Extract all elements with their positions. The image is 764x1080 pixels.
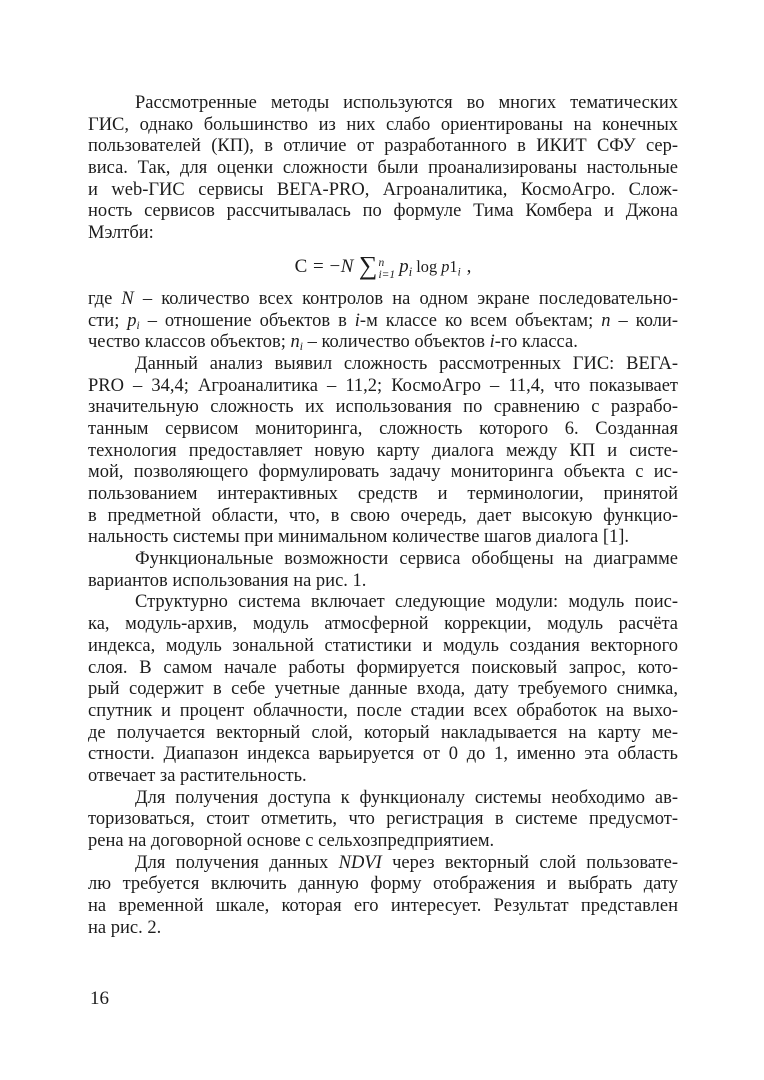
formula-log-term: $\log p1_i$ [416, 256, 461, 279]
text-line: ка, модуль-архив, модуль атмосферной коррекции, модуль расчёта [88, 614, 678, 635]
text-body [88, 93, 678, 939]
text-line: ГИС, однако большинство из них слабо ориентированы на конечных [88, 114, 678, 135]
text-line: ность сервисов рассчитывалась по формуле Тима Комбера и Джона [88, 201, 678, 222]
formula [88, 245, 678, 289]
text-line: чество классов объектов; $n_i$ – количество объектов i-го класса. [88, 332, 578, 354]
text-line: слоя. В самом начале работы формируется поисковый запрос, кото- [88, 657, 678, 678]
sum-upper-limit: n [378, 256, 385, 269]
text-line: индекса, модуль зональной статистики и модуль создания векторного [88, 635, 678, 656]
text-line: пользованием интерактивных средств и терминологии, принятой [88, 484, 678, 504]
text-line: танным сервисом мониторинга, сложность которого 6. Созданная [88, 418, 678, 439]
text-line: технология предоставляет новую карту диалога между КП и систе- [88, 440, 678, 461]
formula-term-pi: $p_i$ [399, 255, 413, 279]
sum-lower-limit: i=1 [378, 268, 396, 281]
sum-symbol: ∑ [358, 250, 378, 280]
text-line: Функциональные возможности сервиса обобщены на диаграмме [135, 549, 678, 570]
formula-trailing-comma: , [466, 255, 472, 277]
paragraphs-before-formula [88, 93, 678, 245]
paragraph-where-clause [88, 289, 678, 354]
text-line: на рис. 2. [88, 917, 162, 938]
page-number: 16 [90, 988, 109, 1009]
text-line: лю требуется включить данную форму отображения и выбрать дату [88, 874, 678, 895]
sum-limits [378, 257, 395, 281]
text-line: сти; $p_i$ – отношение объектов в i-м классе ко всем объектам; n – коли- [88, 310, 678, 332]
text-line: торизоваться, стоит отметить, что регистрация в системе предусмот- [88, 809, 678, 830]
text-line: Структурно система включает следующие модули: модуль поис- [135, 592, 678, 613]
text-line: значительную сложность их использования по сравнению с разрабо- [88, 397, 678, 418]
text-line: пользователей (КП), в отличие от разработанного в ИКИТ СФУ сер- [88, 136, 678, 157]
text-line: где N – количество всех контролов на одном экране последовательно- [88, 288, 678, 309]
paragraph-functional-capabilities [88, 549, 678, 592]
formula-lhs: C = −N [294, 255, 354, 277]
text-line: PRO – 34,4; Агроаналитика – 11,2; КосмоАгро – 11,4, что показывает [88, 375, 678, 396]
paragraphs-after-formula [88, 289, 678, 940]
text-line: стности. Диапазон индекса варьируется от 0 до 1, именно эта область [88, 744, 678, 765]
text-line: Мэлтби: [88, 223, 154, 244]
text-line: виса. Так, для оценки сложности были проанализированы настольные [88, 158, 678, 179]
paragraph-access-authorization [88, 788, 678, 853]
text-line: отвечает за растительность. [88, 765, 307, 786]
text-line: Для получения данных NDVI через векторный слой пользовате- [135, 852, 678, 873]
text-line: Для получения доступа к функционалу системы необходимо ав- [135, 787, 678, 808]
paragraph-system-modules [88, 592, 678, 787]
text-line: вариантов использования на рис. 1. [88, 570, 367, 591]
text-line: де получается векторный слой, который накладывается на карту ме- [88, 722, 678, 743]
text-line: рена на договорной основе с сельхозпредприятием. [88, 831, 495, 851]
text-line: рый содержит в себе учетные данные входа, дату требуемого снимка, [88, 679, 678, 700]
text-line: Данный анализ выявил сложность рассмотренных ГИС: ВЕГА- [135, 353, 678, 374]
text-line: Рассмотренные методы используются во многих тематических [135, 93, 678, 113]
paragraph-ndvi-data [88, 853, 678, 940]
text-line: на временной шкале, которая его интересует. Результат представлен [88, 896, 678, 917]
text-line: нальность системы при минимальном количестве шагов диалога [1]. [88, 527, 630, 548]
text-line: спутник и процент облачности, после стадии всех обработок на выхо- [88, 700, 678, 721]
paragraph-analysis-results [88, 354, 678, 549]
text-line: в предметной области, что, в свою очередь, дает высокую функцио- [88, 505, 678, 526]
text-line: мой, позволяющего формулировать задачу мониторинга объекта с ис- [88, 462, 678, 483]
text-line: и web-ГИС сервисы ВЕГА-PRO, Агроаналитика, КосмоАгро. Слож- [88, 179, 678, 200]
paragraph-intro [88, 93, 678, 245]
